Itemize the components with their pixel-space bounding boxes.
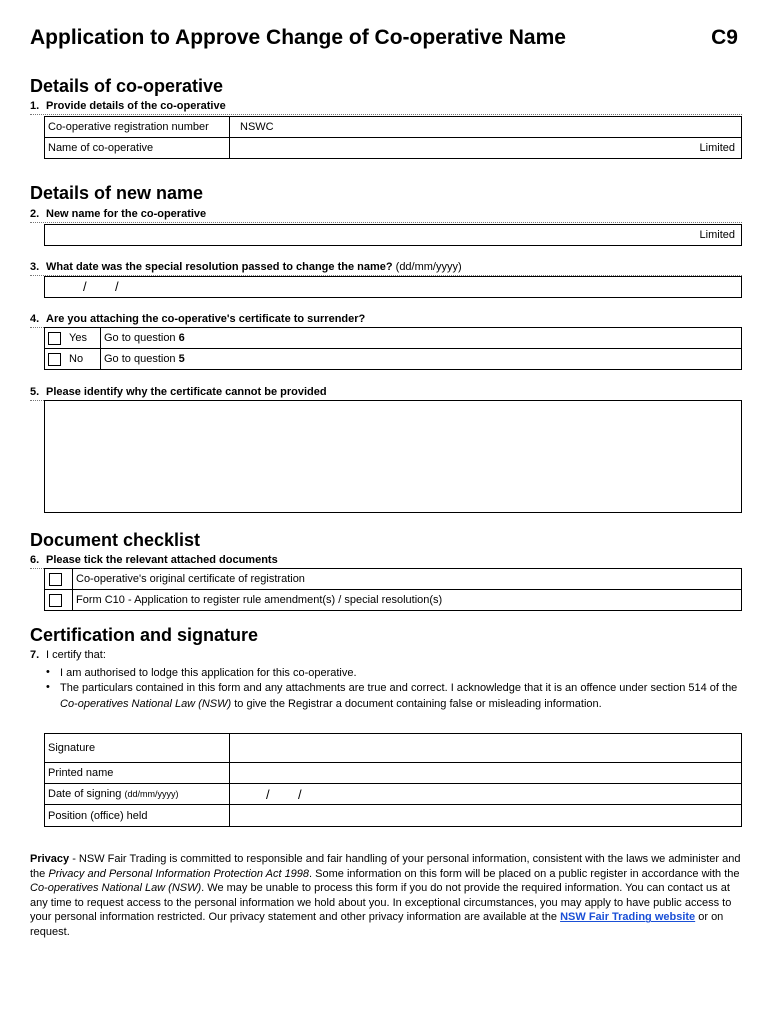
no-instruction	[101, 349, 741, 369]
yes-instruction	[101, 328, 741, 348]
option-no-row	[44, 348, 742, 370]
section-heading-new-name: Details of new name	[30, 183, 204, 203]
question-3	[30, 261, 462, 273]
bullet: •	[46, 681, 50, 693]
limited-suffix: Limited	[699, 229, 735, 241]
privacy-heading: Privacy	[30, 853, 70, 865]
limited-suffix: Limited	[699, 142, 735, 154]
option-no	[45, 349, 101, 369]
privacy-text: . We may be unable to process this form if you do not provide the required information. You can contact us at any time to request access to the personal information we hold about you. In exceptional circumstances, you may apply to have public access to your personal information restricted. Our privacy statement and other privacy information are available at the	[30, 882, 732, 924]
yes-label: Yes	[69, 332, 87, 344]
yes-checkbox[interactable]	[48, 332, 61, 345]
certify-bullet-2	[60, 680, 740, 712]
position-label: Position (office) held	[45, 805, 230, 826]
checklist-item	[44, 589, 742, 611]
page-title: Application to Approve Change of Co-operative Name	[30, 26, 566, 49]
date-label-text: Date of signing	[48, 788, 122, 800]
printed-name-row	[44, 762, 742, 784]
option-yes-row	[44, 327, 742, 349]
question-number: 1.	[30, 100, 40, 112]
goto-text: Go to question	[104, 332, 176, 344]
question-label: Are you attaching the co-operative's certificate to surrender?	[46, 313, 366, 325]
position-field[interactable]	[230, 805, 741, 826]
law-name: Co-operatives National Law (NSW)	[60, 698, 232, 710]
question-number: 5.	[30, 386, 40, 398]
registration-prefix: NSWC	[240, 121, 274, 133]
date-slash: /	[298, 787, 302, 802]
date-of-signing-field[interactable]	[230, 784, 741, 804]
privacy-text: . Some information on this form will be placed on a public register in accordance with the	[309, 867, 740, 880]
question-7	[30, 649, 106, 661]
section-heading-certification: Certification and signature	[30, 625, 259, 645]
checkbox[interactable]	[49, 594, 62, 607]
form-code: C9	[711, 26, 738, 49]
question-number: 3.	[30, 261, 40, 273]
no-label: No	[69, 353, 84, 365]
goto-text: Go to question	[104, 353, 176, 365]
coop-name-row	[44, 137, 742, 159]
new-name-cell	[45, 225, 741, 245]
question-number: 2.	[30, 208, 40, 220]
checklist-checkbox-cell	[45, 569, 73, 589]
checkbox[interactable]	[49, 573, 62, 586]
printed-name-field[interactable]	[230, 763, 741, 783]
question-label: I certify that:	[46, 649, 106, 661]
privacy-text: - NSW Fair Trading is committed to responsible and fair handling of your personal information, consistent with the laws we administer and the	[30, 853, 741, 880]
question-label: Provide details of the co-operative	[46, 100, 226, 112]
date-format-hint: (dd/mm/yyyy)	[395, 261, 462, 273]
coop-name-label: Name of co-operative	[45, 138, 230, 158]
signature-field[interactable]	[230, 734, 741, 762]
resolution-date-field[interactable]	[44, 276, 742, 298]
question-5	[30, 386, 327, 398]
option-yes	[45, 328, 101, 348]
question-number: 6.	[30, 554, 40, 566]
checklist-item-label: Form C10 - Application to register rule amendment(s) / special resolution(s)	[76, 594, 443, 606]
question-label: Please identify why the certificate cannot be provided	[46, 386, 327, 398]
question-number: 4.	[30, 313, 40, 325]
goto-target: 6	[178, 332, 185, 344]
date-of-signing-label	[45, 784, 230, 804]
date-slash: /	[266, 787, 270, 802]
date-slash: /	[83, 279, 87, 294]
printed-name-label: Printed name	[45, 763, 230, 783]
reason-textarea[interactable]	[44, 400, 742, 513]
divider	[30, 222, 742, 223]
checklist-checkbox-cell	[45, 590, 73, 610]
signature-row	[44, 733, 742, 763]
privacy-act: Privacy and Personal Information Protection Act 1998	[48, 867, 310, 880]
section-heading-details: Details of co-operative	[30, 76, 224, 96]
privacy-text: or on request.	[30, 911, 724, 938]
question-number: 7.	[30, 649, 40, 661]
registration-number-row	[44, 116, 742, 138]
question-label: New name for the co-operative	[46, 208, 207, 220]
question-label: What date was the special resolution passed to change the name?	[46, 261, 393, 273]
privacy-law: Co-operatives National Law (NSW)	[30, 882, 202, 895]
bullet-text: The particulars contained in this form and any attachments are true and correct. I acknowledge that it is an offence under section 514 of the	[60, 682, 738, 694]
position-row	[44, 804, 742, 827]
bullet: •	[46, 666, 50, 678]
question-6	[30, 554, 278, 566]
checklist-item	[44, 568, 742, 590]
question-1	[30, 100, 226, 112]
new-name-field[interactable]	[44, 224, 742, 246]
fair-trading-website-link[interactable]: NSW Fair Trading website	[560, 911, 696, 924]
section-heading-checklist: Document checklist	[30, 530, 201, 550]
question-label: Please tick the relevant attached documents	[46, 554, 278, 566]
date-slash: /	[115, 279, 119, 294]
registration-number-label: Co-operative registration number	[45, 117, 230, 137]
privacy-notice	[30, 852, 745, 940]
date-format-hint: (dd/mm/yyyy)	[124, 789, 179, 799]
certify-bullet-1: I am authorised to lodge this application for this co-operative.	[60, 667, 357, 679]
signature-label: Signature	[45, 734, 230, 762]
divider	[30, 114, 742, 115]
question-2	[30, 208, 206, 220]
coop-name-field[interactable]	[230, 138, 741, 158]
goto-target: 5	[178, 353, 185, 365]
question-4	[30, 313, 365, 325]
bullet-text: to give the Registrar a document containing false or misleading information.	[231, 698, 602, 710]
no-checkbox[interactable]	[48, 353, 61, 366]
checklist-item-label: Co-operative's original certificate of registration	[76, 573, 305, 585]
date-of-signing-row	[44, 783, 742, 805]
registration-number-field[interactable]	[230, 117, 741, 137]
